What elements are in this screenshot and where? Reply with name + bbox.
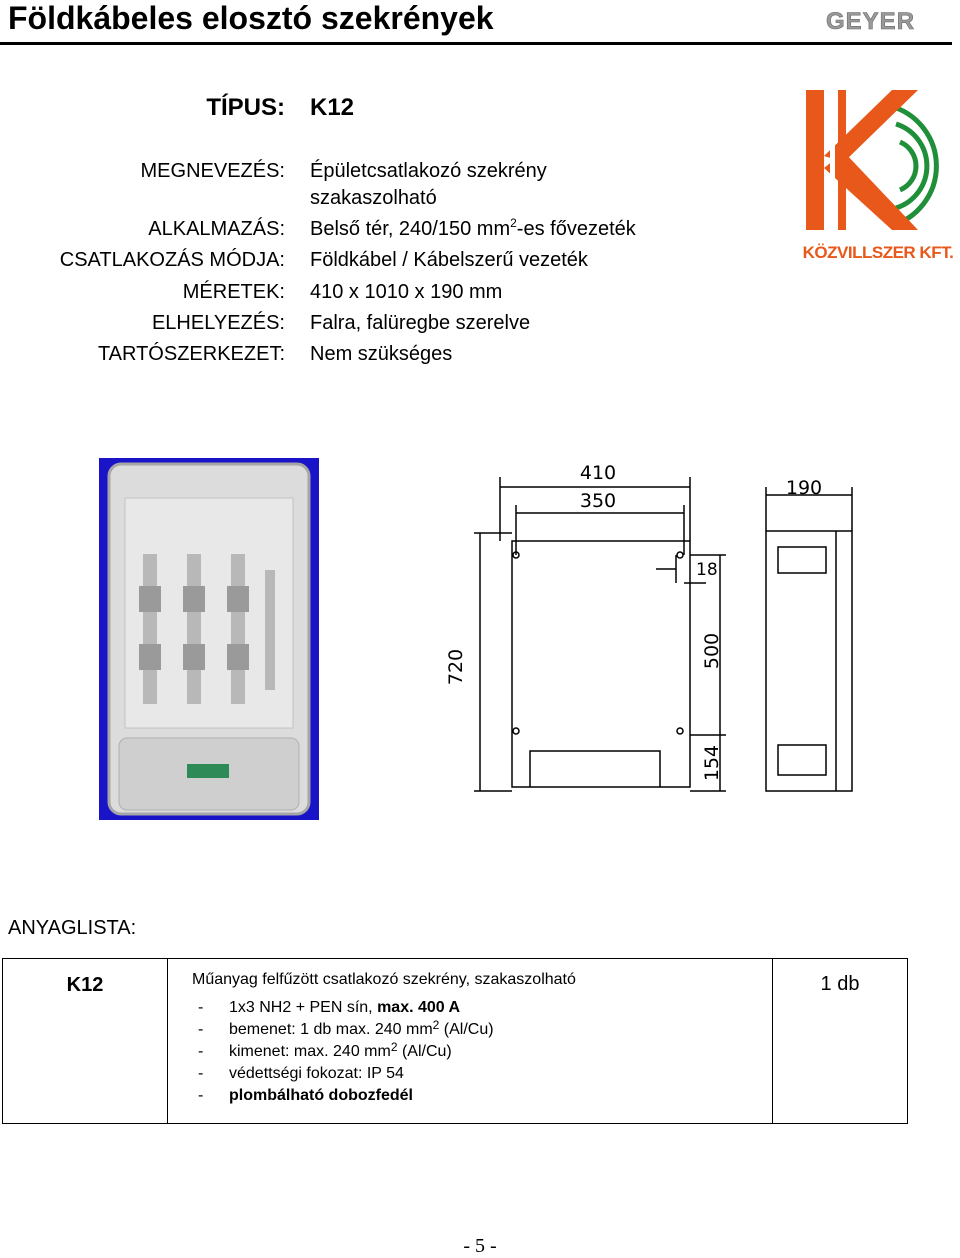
spec-label: ALKALMAZÁS: [148,218,285,240]
list-item: - kimenet: max. 240 $mm^2$ (Al/Cu) [198,1040,452,1060]
dim-190-label: 190 [785,477,823,499]
spec-value: Nem szükséges [310,343,453,365]
spec-value: szakaszolható [310,187,437,209]
spec-label: ELHELYEZÉS: [151,312,285,334]
page-number: - 5 - [463,1235,497,1257]
list-item: - védettségi fokozat: IP 54 [198,1065,404,1082]
spec-value: Épületcsatlakozó szekrény [310,160,547,182]
material-description-cell [168,959,773,1124]
page-title: Földkábeles elosztó szekrények [8,0,494,36]
spec-value: Földkábel / Kábelszerű vezeték [310,249,588,271]
list-item: - bemenet: 1 db max. 240 $mm^2$ (Al/Cu) [198,1018,494,1038]
material-table [2,958,908,1124]
product-photo [99,458,319,820]
spec-label: MEGNEVEZÉS: [140,160,285,182]
list-item: - 1x3 NH2 + PEN sín, max. 400 A [198,999,461,1016]
header-rule [0,42,952,45]
spec-value: Belső tér, 240/150 $mm^2-es$ fővezeték [310,216,636,240]
material-list-heading: ANYAGLISTA: [8,917,137,939]
spec-label: TARTÓSZERKEZET: [97,343,285,365]
material-quantity: 1 db [820,973,860,995]
material-quantity-cell [773,959,908,1124]
material-code-cell [3,959,168,1124]
kozvillszer-logo-text: KÖZVILLSZER KFT. [802,243,954,262]
material-description: Műanyag felfűzött csatlakozó szekrény, szakaszolható [192,971,576,988]
spec-value: Falra, falüregbe szerelve [310,312,531,334]
kozvillszer-logo [800,86,956,264]
geyer-logo-text: GEYER [826,8,916,32]
material-item-list [192,997,772,1107]
material-code: K12 [66,974,104,996]
dim-410-label: 410 [579,462,617,484]
dim-154-label: 154 [701,744,723,782]
spec-label: TÍPUS: [206,94,285,121]
dim-500-label: 500 [701,632,723,670]
spec-label: CSATLAKOZÁS MÓDJA: [59,249,285,271]
spec-label: MÉRETEK: [182,281,285,303]
dim-18-label: 18 [696,560,718,580]
spec-value: 410 x 1010 x 190 mm [310,281,503,303]
list-item: - plombálható dobozfedél [198,1087,413,1104]
dimension-drawing [440,455,860,800]
dim-720-label: 720 [445,648,467,686]
spec-value: K12 [310,94,355,121]
dim-350-label: 350 [579,490,617,512]
table-row [3,959,908,1124]
geyer-logo [826,8,946,32]
